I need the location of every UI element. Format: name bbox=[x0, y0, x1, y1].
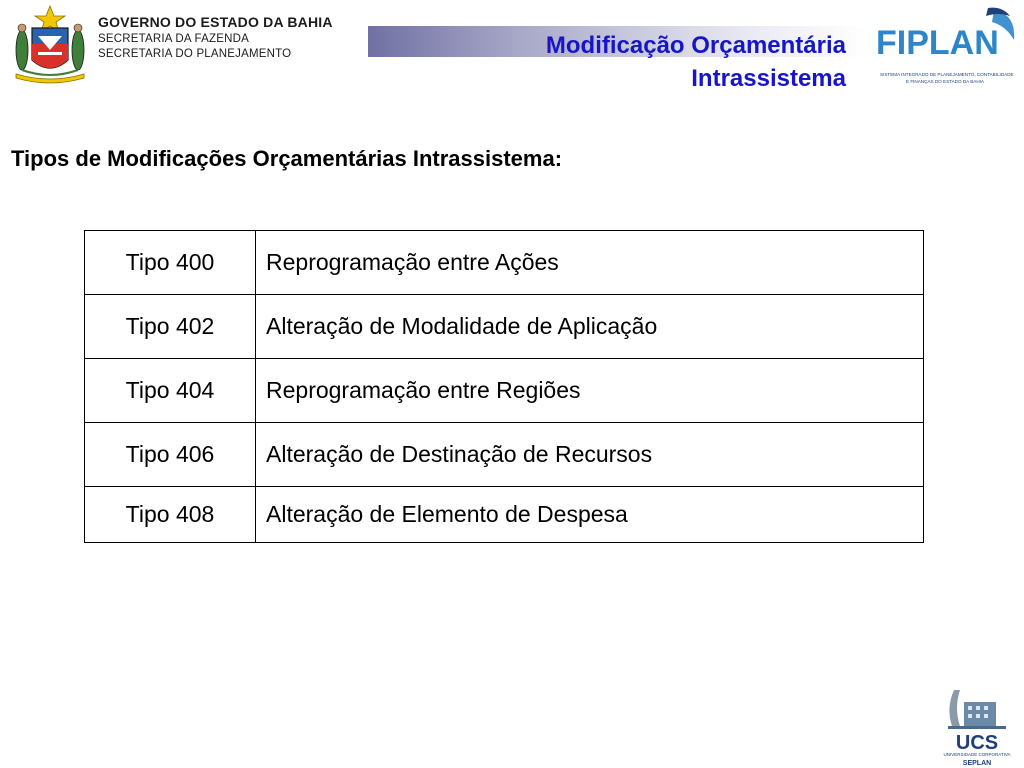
type-description-cell: Alteração de Modalidade de Aplicação bbox=[256, 295, 924, 359]
secretariat-finance: SECRETARIA DA FAZENDA bbox=[98, 33, 249, 45]
type-description-cell: Alteração de Elemento de Despesa bbox=[256, 487, 924, 543]
fiplan-subtitle-2: E FINANÇAS DO ESTADO DA BAHIA bbox=[906, 79, 985, 84]
seplan-label: SEPLAN bbox=[962, 760, 992, 767]
slide-title bbox=[546, 29, 846, 95]
type-code-cell: Tipo 402 bbox=[85, 295, 256, 359]
slide-title-line2: Intrassistema bbox=[691, 65, 846, 92]
modification-types-table bbox=[84, 230, 924, 543]
type-description-cell: Alteração de Destinação de Recursos bbox=[256, 423, 924, 487]
bahia-coat-of-arms-logo bbox=[8, 4, 92, 88]
table-row bbox=[85, 423, 924, 487]
type-description-cell: Reprogramação entre Regiões bbox=[256, 359, 924, 423]
fiplan-wordmark: FIPLAN bbox=[876, 24, 999, 62]
type-code-cell: Tipo 406 bbox=[85, 423, 256, 487]
type-code-cell: Tipo 408 bbox=[85, 487, 256, 543]
fiplan-logo bbox=[872, 4, 1020, 88]
fiplan-subtitle-1: SISTEMA INTEGRADO DE PLANEJAMENTO, CONTABILIDADE bbox=[880, 72, 1014, 77]
secretariat-planning: SECRETARIA DO PLANEJAMENTO bbox=[98, 48, 292, 60]
ucs-logo bbox=[934, 682, 1020, 768]
table-row bbox=[85, 359, 924, 423]
government-title: GOVERNO DO ESTADO DA BAHIA bbox=[98, 14, 333, 30]
type-description-cell: Reprogramação entre Ações bbox=[256, 231, 924, 295]
table-row bbox=[85, 231, 924, 295]
ucs-wordmark: UCS bbox=[955, 732, 999, 754]
table-row bbox=[85, 487, 924, 543]
type-code-cell: Tipo 400 bbox=[85, 231, 256, 295]
type-code-cell: Tipo 404 bbox=[85, 359, 256, 423]
table-row bbox=[85, 295, 924, 359]
government-identification bbox=[98, 14, 333, 60]
slide-title-line1: Modificação Orçamentária bbox=[545, 32, 846, 59]
section-heading: Tipos de Modificações Orçamentárias Intrassistema: bbox=[11, 146, 563, 171]
ucs-subtitle: UNIVERSIDADE CORPORATIVA bbox=[943, 752, 1011, 757]
